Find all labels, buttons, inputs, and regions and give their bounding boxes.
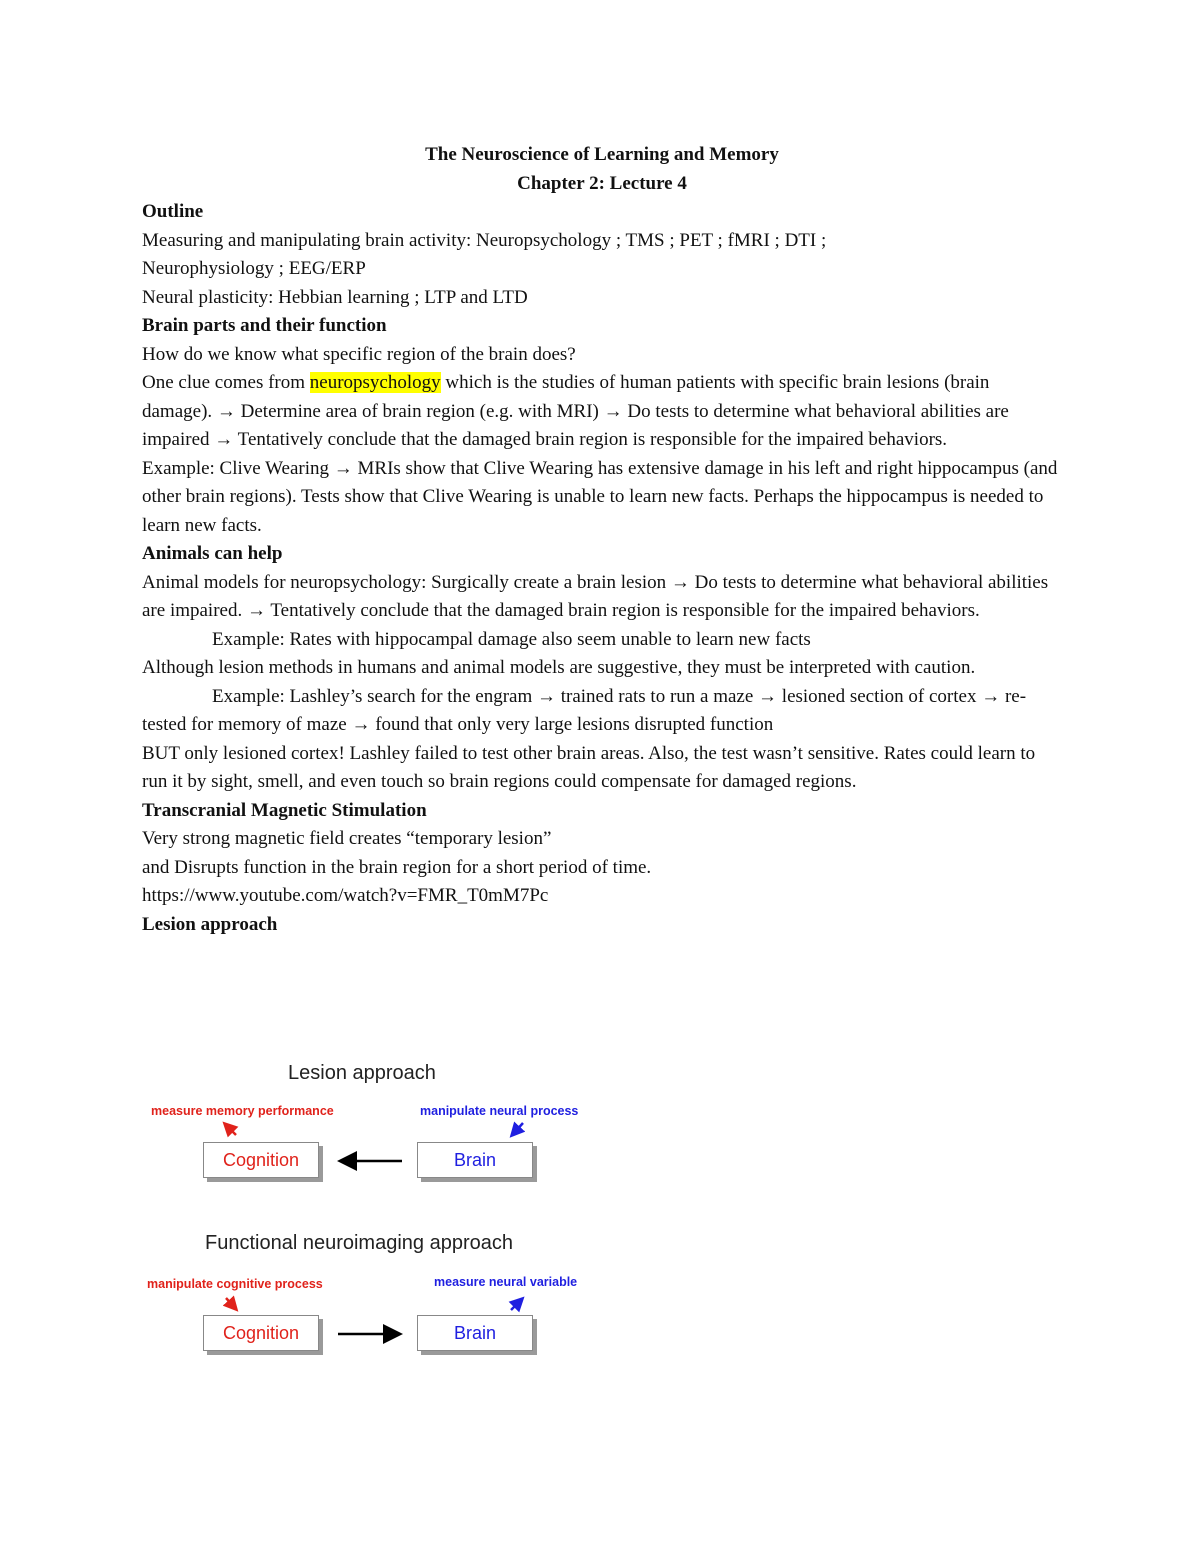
document-subtitle: Chapter 2: Lecture 4 bbox=[517, 172, 687, 194]
highlighted-term: neuropsychology bbox=[309, 372, 441, 393]
neuropsychology-paragraph bbox=[142, 369, 1062, 455]
lashley-example bbox=[142, 683, 1062, 740]
lashley-text: Example: Lashley’s search for the engram → trained rats to run a maze → lesioned section of cortex → re-tested for memory of maze → found that only very large lesions disrupted function bbox=[142, 685, 1027, 735]
document-body bbox=[142, 141, 1062, 939]
clue-suffix: which is the studies of human patients with specific brain lesions (brain damage). → Determine area of brain region (e.g. with MRI) → Do tests to determine what behavioral abilities are impaired → Tentatively conclude that the damaged brain region is responsible for the impaired behaviors. bbox=[142, 372, 1009, 450]
cognition-box: Cognition bbox=[203, 1142, 319, 1178]
manipulate-neural-caption: manipulate neural process bbox=[420, 1104, 579, 1118]
red-pointer-arrow bbox=[226, 1298, 235, 1308]
document-title: The Neuroscience of Learning and Memory bbox=[425, 144, 779, 165]
caution-paragraph: Although lesion methods in humans and animal models are suggestive, they must be interpreted with caution. bbox=[142, 657, 976, 678]
brain-parts-question: How do we know what specific region of the brain does? bbox=[142, 343, 576, 365]
animals-paragraph: Animal models for neuropsychology: Surgically create a brain lesion → Do tests to determine what behavioral abilities are impaired. → Tentatively conclude that the damaged brain region is responsible for the impaired behaviors. bbox=[142, 571, 1049, 621]
lesion-heading: Lesion approach bbox=[142, 913, 278, 935]
clue-prefix: One clue comes from bbox=[142, 372, 310, 393]
tms-heading: Transcranial Magnetic Stimulation bbox=[142, 799, 427, 821]
lesion-approach-title: Lesion approach bbox=[288, 1062, 436, 1084]
tms-line: Very strong magnetic field creates “temporary lesion” bbox=[142, 828, 552, 849]
blue-pointer-arrow bbox=[513, 1123, 523, 1134]
red-pointer-arrow bbox=[226, 1125, 236, 1135]
outline-line: Measuring and manipulating brain activity: Neuropsychology ; TMS ; PET ; fMRI ; DTI ; bbox=[142, 229, 827, 251]
diagram-arrows bbox=[142, 1058, 612, 1368]
outline-line: Neural plasticity: Hebbian learning ; LTP and LTD bbox=[142, 286, 528, 308]
lashley-critique: BUT only lesioned cortex! Lashley failed to test other brain areas. Also, the test wasn’t sensitive. Rates could learn to run it by sight, smell, and even touch so brain regions could compensate for damaged regions. bbox=[142, 742, 1036, 792]
measure-memory-caption: measure memory performance bbox=[151, 1104, 334, 1118]
cognition-box: Cognition bbox=[203, 1315, 319, 1351]
neuroimaging-approach-title: Functional neuroimaging approach bbox=[205, 1232, 513, 1254]
outline-line: Neurophysiology ; EEG/ERP bbox=[142, 258, 366, 279]
manipulate-cognitive-caption: manipulate cognitive process bbox=[147, 1277, 323, 1291]
brain-parts-heading: Brain parts and their function bbox=[142, 315, 387, 336]
approach-diagram bbox=[142, 1058, 612, 1368]
brain-box: Brain bbox=[417, 1142, 533, 1178]
brain-box: Brain bbox=[417, 1315, 533, 1351]
measure-neural-caption: measure neural variable bbox=[434, 1275, 578, 1289]
tms-video-link[interactable]: https://www.youtube.com/watch?v=FMR_T0mM7Pc bbox=[142, 885, 549, 906]
blue-pointer-arrow bbox=[511, 1300, 521, 1310]
tms-line: and Disrupts function in the brain region for a short period of time. bbox=[142, 856, 652, 878]
animals-example: Example: Rates with hippocampal damage also seem unable to learn new facts bbox=[212, 628, 811, 650]
animals-heading: Animals can help bbox=[142, 543, 283, 564]
outline-heading: Outline bbox=[142, 201, 204, 222]
clive-example: Example: Clive Wearing → MRIs show that Clive Wearing has extensive damage in his left and right hippocampus (and other brain regions). Tests show that Clive Wearing is unable to learn new facts. Perhaps the hippocampus is needed to learn new facts. bbox=[142, 457, 1058, 536]
